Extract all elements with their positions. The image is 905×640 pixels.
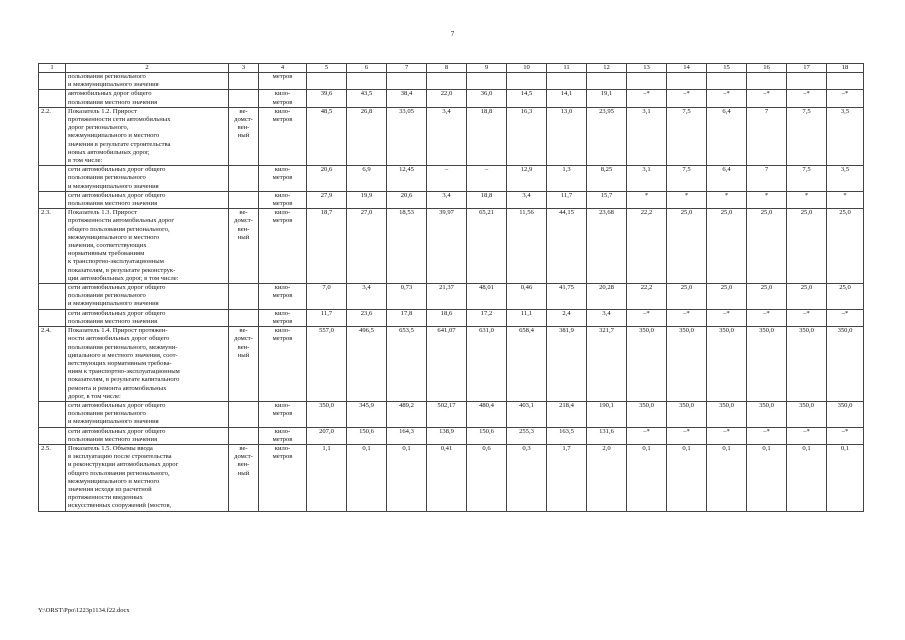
- source-cell: [229, 427, 259, 444]
- header-cell: 12: [587, 64, 627, 73]
- row-number-cell: 2.3.: [39, 209, 66, 284]
- value-cell: 0,6: [467, 444, 507, 511]
- value-cell: 33,05: [387, 107, 427, 165]
- value-cell: 7: [747, 166, 787, 192]
- value-cell: 39,97: [427, 209, 467, 284]
- source-cell: [229, 73, 259, 90]
- table-row: [39, 191, 864, 208]
- value-cell: 350,0: [627, 327, 667, 402]
- value-cell: –*: [707, 427, 747, 444]
- value-cell: *: [707, 191, 747, 208]
- value-cell: 22,2: [627, 284, 667, 310]
- value-cell: [627, 73, 667, 90]
- source-cell: [229, 309, 259, 326]
- value-cell: [827, 73, 864, 90]
- value-cell: 131,6: [587, 427, 627, 444]
- table-row: [39, 73, 864, 90]
- value-cell: 17,2: [467, 309, 507, 326]
- value-cell: 0,1: [787, 444, 827, 511]
- unit-cell: кило- метров: [259, 166, 307, 192]
- source-cell: [229, 166, 259, 192]
- value-cell: –*: [667, 309, 707, 326]
- value-cell: 25,0: [667, 284, 707, 310]
- value-cell: –*: [827, 427, 864, 444]
- indicator-name-cell: Показатель 1.5. Объемы ввода в эксплуатацию после строительства и реконструкции автомобильных дорог общего пользования регионального, межмуниципального и местного значения исходя из расчетной протяженности введенных искусственных сооружений (мостов,: [66, 444, 229, 511]
- table-row: [39, 427, 864, 444]
- value-cell: 0,1: [827, 444, 864, 511]
- source-cell: [229, 401, 259, 427]
- value-cell: 22,2: [627, 209, 667, 284]
- table-row: [39, 401, 864, 427]
- value-cell: 489,2: [387, 401, 427, 427]
- value-cell: 381,9: [547, 327, 587, 402]
- value-cell: 27,9: [307, 191, 347, 208]
- value-cell: 6,9: [347, 166, 387, 192]
- value-cell: 350,0: [747, 327, 787, 402]
- page-number: 7: [450, 30, 455, 38]
- value-cell: 164,3: [387, 427, 427, 444]
- value-cell: 20,6: [387, 191, 427, 208]
- table-row: [39, 284, 864, 310]
- value-cell: 350,0: [307, 401, 347, 427]
- value-cell: *: [827, 191, 864, 208]
- value-cell: 27,0: [347, 209, 387, 284]
- value-cell: 2,4: [547, 309, 587, 326]
- value-cell: 350,0: [747, 401, 787, 427]
- value-cell: 3,1: [627, 166, 667, 192]
- unit-cell: кило- метров: [259, 444, 307, 511]
- table-row: [39, 327, 864, 402]
- value-cell: 3,1: [627, 107, 667, 165]
- value-cell: 631,0: [467, 327, 507, 402]
- value-cell: 2,0: [587, 444, 627, 511]
- value-cell: –*: [627, 90, 667, 107]
- value-cell: 6,4: [707, 166, 747, 192]
- value-cell: 0,1: [387, 444, 427, 511]
- value-cell: 20,28: [587, 284, 627, 310]
- value-cell: 25,0: [667, 209, 707, 284]
- value-cell: 23,95: [587, 107, 627, 165]
- value-cell: 321,7: [587, 327, 627, 402]
- value-cell: 0,1: [667, 444, 707, 511]
- value-cell: 350,0: [707, 327, 747, 402]
- value-cell: 19,9: [347, 191, 387, 208]
- value-cell: 13,0: [547, 107, 587, 165]
- value-cell: [347, 73, 387, 90]
- indicator-name-cell: сети автомобильных дорог общего пользования местного значения: [66, 309, 229, 326]
- value-cell: 255,3: [507, 427, 547, 444]
- indicator-name-cell: пользования регионального и межмуниципального значения: [66, 73, 229, 90]
- header-cell: 6: [347, 64, 387, 73]
- value-cell: –: [427, 166, 467, 192]
- value-cell: 163,5: [547, 427, 587, 444]
- value-cell: 150,6: [467, 427, 507, 444]
- value-cell: –*: [627, 427, 667, 444]
- value-cell: 18,8: [467, 191, 507, 208]
- value-cell: [387, 73, 427, 90]
- value-cell: 3,5: [827, 166, 864, 192]
- table-row: [39, 209, 864, 284]
- value-cell: –*: [787, 427, 827, 444]
- value-cell: 502,17: [427, 401, 467, 427]
- indicator-name-cell: сети автомобильных дорог общего пользования регионального и межмуниципального значения: [66, 166, 229, 192]
- source-cell: ве- домст- вен- ный: [229, 327, 259, 402]
- value-cell: –*: [787, 309, 827, 326]
- source-cell: [229, 90, 259, 107]
- value-cell: 557,0: [307, 327, 347, 402]
- value-cell: 403,1: [507, 401, 547, 427]
- value-cell: –*: [787, 90, 827, 107]
- header-cell: 9: [467, 64, 507, 73]
- header-cell: 4: [259, 64, 307, 73]
- value-cell: [547, 73, 587, 90]
- value-cell: 14,1: [547, 90, 587, 107]
- value-cell: 0,41: [427, 444, 467, 511]
- value-cell: 1,7: [547, 444, 587, 511]
- row-number-cell: [39, 427, 66, 444]
- value-cell: –*: [747, 427, 787, 444]
- value-cell: 14,5: [507, 90, 547, 107]
- value-cell: 345,9: [347, 401, 387, 427]
- row-number-cell: [39, 90, 66, 107]
- value-cell: 38,4: [387, 90, 427, 107]
- value-cell: 7,0: [307, 284, 347, 310]
- unit-cell: кило- метров: [259, 107, 307, 165]
- table-row: [39, 90, 864, 107]
- row-number-cell: 2.4.: [39, 327, 66, 402]
- header-cell: 5: [307, 64, 347, 73]
- value-cell: 25,0: [787, 209, 827, 284]
- unit-cell: кило- метров: [259, 284, 307, 310]
- indicator-name-cell: сети автомобильных дорог общего пользования регионального и межмуниципального значения: [66, 401, 229, 427]
- value-cell: 25,0: [747, 209, 787, 284]
- value-cell: 350,0: [827, 401, 864, 427]
- value-cell: 18,7: [307, 209, 347, 284]
- indicator-name-cell: сети автомобильных дорог общего пользования регионального и межмуниципального значения: [66, 284, 229, 310]
- value-cell: 20,6: [307, 166, 347, 192]
- value-cell: 23,6: [347, 309, 387, 326]
- value-cell: 3,4: [427, 191, 467, 208]
- table-row: [39, 444, 864, 511]
- value-cell: –*: [667, 90, 707, 107]
- value-cell: 16,3: [507, 107, 547, 165]
- table-row: [39, 107, 864, 165]
- indicator-name-cell: Показатель 1.3. Прирост протяженности автомобильных дорог общего пользования регионального, межмуниципального и местного значения, соответствующих нормативным требованиям к транспортно-эксплуатационным показателям, в результате реконструк- ции автомобильных дорог, в том числе:: [66, 209, 229, 284]
- value-cell: 25,0: [707, 284, 747, 310]
- value-cell: 43,5: [347, 90, 387, 107]
- value-cell: 0,3: [507, 444, 547, 511]
- value-cell: 41,75: [547, 284, 587, 310]
- value-cell: 12,45: [387, 166, 427, 192]
- table-row: [39, 166, 864, 192]
- file-path-footer: Y:\ORST\Ppo\1223p1134.f22.docx: [38, 607, 130, 614]
- value-cell: 11,7: [307, 309, 347, 326]
- header-cell: 11: [547, 64, 587, 73]
- value-cell: –*: [747, 309, 787, 326]
- value-cell: 496,5: [347, 327, 387, 402]
- value-cell: *: [627, 191, 667, 208]
- header-cell: 13: [627, 64, 667, 73]
- value-cell: 653,5: [387, 327, 427, 402]
- value-cell: –*: [707, 90, 747, 107]
- value-cell: 7,5: [667, 166, 707, 192]
- value-cell: 218,4: [547, 401, 587, 427]
- value-cell: 18,6: [427, 309, 467, 326]
- value-cell: 21,37: [427, 284, 467, 310]
- value-cell: 1,3: [547, 166, 587, 192]
- value-cell: [507, 73, 547, 90]
- unit-cell: кило- метров: [259, 427, 307, 444]
- value-cell: 138,9: [427, 427, 467, 444]
- header-cell: 15: [707, 64, 747, 73]
- header-cell: 8: [427, 64, 467, 73]
- value-cell: 350,0: [667, 401, 707, 427]
- value-cell: 48,01: [467, 284, 507, 310]
- value-cell: 7: [747, 107, 787, 165]
- unit-cell: кило- метров: [259, 309, 307, 326]
- source-cell: [229, 284, 259, 310]
- source-cell: [229, 191, 259, 208]
- value-cell: 480,4: [467, 401, 507, 427]
- unit-cell: кило- метров: [259, 327, 307, 402]
- value-cell: 350,0: [787, 327, 827, 402]
- value-cell: 0,46: [507, 284, 547, 310]
- value-cell: 25,0: [747, 284, 787, 310]
- unit-cell: кило- метров: [259, 209, 307, 284]
- value-cell: –*: [747, 90, 787, 107]
- value-cell: 0,1: [347, 444, 387, 511]
- header-cell: 3: [229, 64, 259, 73]
- value-cell: 11,7: [547, 191, 587, 208]
- value-cell: [747, 73, 787, 90]
- header-cell: 16: [747, 64, 787, 73]
- row-number-cell: [39, 284, 66, 310]
- header-cell: 1: [39, 64, 66, 73]
- value-cell: 350,0: [667, 327, 707, 402]
- header-cell: 14: [667, 64, 707, 73]
- value-cell: 3,5: [827, 107, 864, 165]
- value-cell: 8,25: [587, 166, 627, 192]
- row-number-cell: [39, 191, 66, 208]
- value-cell: –: [467, 166, 507, 192]
- header-cell: 10: [507, 64, 547, 73]
- value-cell: –*: [827, 309, 864, 326]
- value-cell: 350,0: [827, 327, 864, 402]
- value-cell: 350,0: [787, 401, 827, 427]
- value-cell: 65,21: [467, 209, 507, 284]
- value-cell: 48,5: [307, 107, 347, 165]
- value-cell: 44,15: [547, 209, 587, 284]
- source-cell: ве- домст- вен- ный: [229, 107, 259, 165]
- indicator-name-cell: Показатель 1.4. Прирост протяжен- ности автомобильных дорог общего пользования регионального, межмуни- ципального и местного значения, соот- ветствующих нормативным требова- ниям к транспортно-эксплуатационным показателям, в результате капитального ремонта и ремонта автомобильных дорог, в том числе:: [66, 327, 229, 402]
- row-number-cell: 2.5.: [39, 444, 66, 511]
- value-cell: [467, 73, 507, 90]
- value-cell: 18,8: [467, 107, 507, 165]
- value-cell: 0,1: [747, 444, 787, 511]
- header-cell: 17: [787, 64, 827, 73]
- unit-cell: кило- метров: [259, 90, 307, 107]
- unit-cell: кило- метров: [259, 191, 307, 208]
- value-cell: [787, 73, 827, 90]
- value-cell: 25,0: [707, 209, 747, 284]
- value-cell: 1,1: [307, 444, 347, 511]
- value-cell: –*: [707, 309, 747, 326]
- value-cell: 22,0: [427, 90, 467, 107]
- value-cell: 7,5: [667, 107, 707, 165]
- value-cell: 0,1: [627, 444, 667, 511]
- table-row: [39, 309, 864, 326]
- value-cell: –*: [667, 427, 707, 444]
- value-cell: 207,0: [307, 427, 347, 444]
- row-number-cell: 2.2.: [39, 107, 66, 165]
- value-cell: 0,73: [387, 284, 427, 310]
- indicators-table: [38, 63, 864, 512]
- value-cell: 350,0: [627, 401, 667, 427]
- value-cell: 36,0: [467, 90, 507, 107]
- row-number-cell: [39, 73, 66, 90]
- value-cell: 12,9: [507, 166, 547, 192]
- value-cell: [707, 73, 747, 90]
- value-cell: 26,8: [347, 107, 387, 165]
- value-cell: –*: [827, 90, 864, 107]
- row-number-cell: [39, 166, 66, 192]
- value-cell: 25,0: [787, 284, 827, 310]
- value-cell: 39,6: [307, 90, 347, 107]
- indicator-name-cell: автомобильных дорог общего пользования местного значения: [66, 90, 229, 107]
- indicator-name-cell: сети автомобильных дорог общего пользования местного значения: [66, 427, 229, 444]
- value-cell: 150,6: [347, 427, 387, 444]
- value-cell: *: [747, 191, 787, 208]
- value-cell: 25,0: [827, 209, 864, 284]
- value-cell: 18,53: [387, 209, 427, 284]
- value-cell: 658,4: [507, 327, 547, 402]
- header-cell: 7: [387, 64, 427, 73]
- unit-cell: метров: [259, 73, 307, 90]
- indicator-name-cell: сети автомобильных дорог общего пользования местного значения: [66, 191, 229, 208]
- unit-cell: кило- метров: [259, 401, 307, 427]
- row-number-cell: [39, 401, 66, 427]
- value-cell: 3,4: [507, 191, 547, 208]
- value-cell: 23,68: [587, 209, 627, 284]
- value-cell: *: [787, 191, 827, 208]
- value-cell: [307, 73, 347, 90]
- header-cell: 2: [66, 64, 229, 73]
- value-cell: 11,1: [507, 309, 547, 326]
- value-cell: 0,1: [707, 444, 747, 511]
- value-cell: 25,0: [827, 284, 864, 310]
- value-cell: 17,8: [387, 309, 427, 326]
- header-cell: 18: [827, 64, 864, 73]
- value-cell: 3,4: [427, 107, 467, 165]
- value-cell: 6,4: [707, 107, 747, 165]
- value-cell: 15,7: [587, 191, 627, 208]
- value-cell: *: [667, 191, 707, 208]
- value-cell: 7,5: [787, 166, 827, 192]
- value-cell: [427, 73, 467, 90]
- value-cell: 350,0: [707, 401, 747, 427]
- indicator-name-cell: Показатель 1.2. Прирост протяженности сети автомобильных дорог регионального, межмуниципального и местного значения в результате строительства новых автомобильных дорог, в том числе:: [66, 107, 229, 165]
- value-cell: 3,4: [587, 309, 627, 326]
- source-cell: ве- домст- вен- ный: [229, 444, 259, 511]
- value-cell: 3,4: [347, 284, 387, 310]
- value-cell: [587, 73, 627, 90]
- value-cell: 7,5: [787, 107, 827, 165]
- value-cell: [667, 73, 707, 90]
- header-row: [39, 64, 864, 73]
- row-number-cell: [39, 309, 66, 326]
- value-cell: –*: [627, 309, 667, 326]
- source-cell: ве- домст- вен- ный: [229, 209, 259, 284]
- value-cell: 11,56: [507, 209, 547, 284]
- value-cell: 641,07: [427, 327, 467, 402]
- value-cell: 190,1: [587, 401, 627, 427]
- value-cell: 19,1: [587, 90, 627, 107]
